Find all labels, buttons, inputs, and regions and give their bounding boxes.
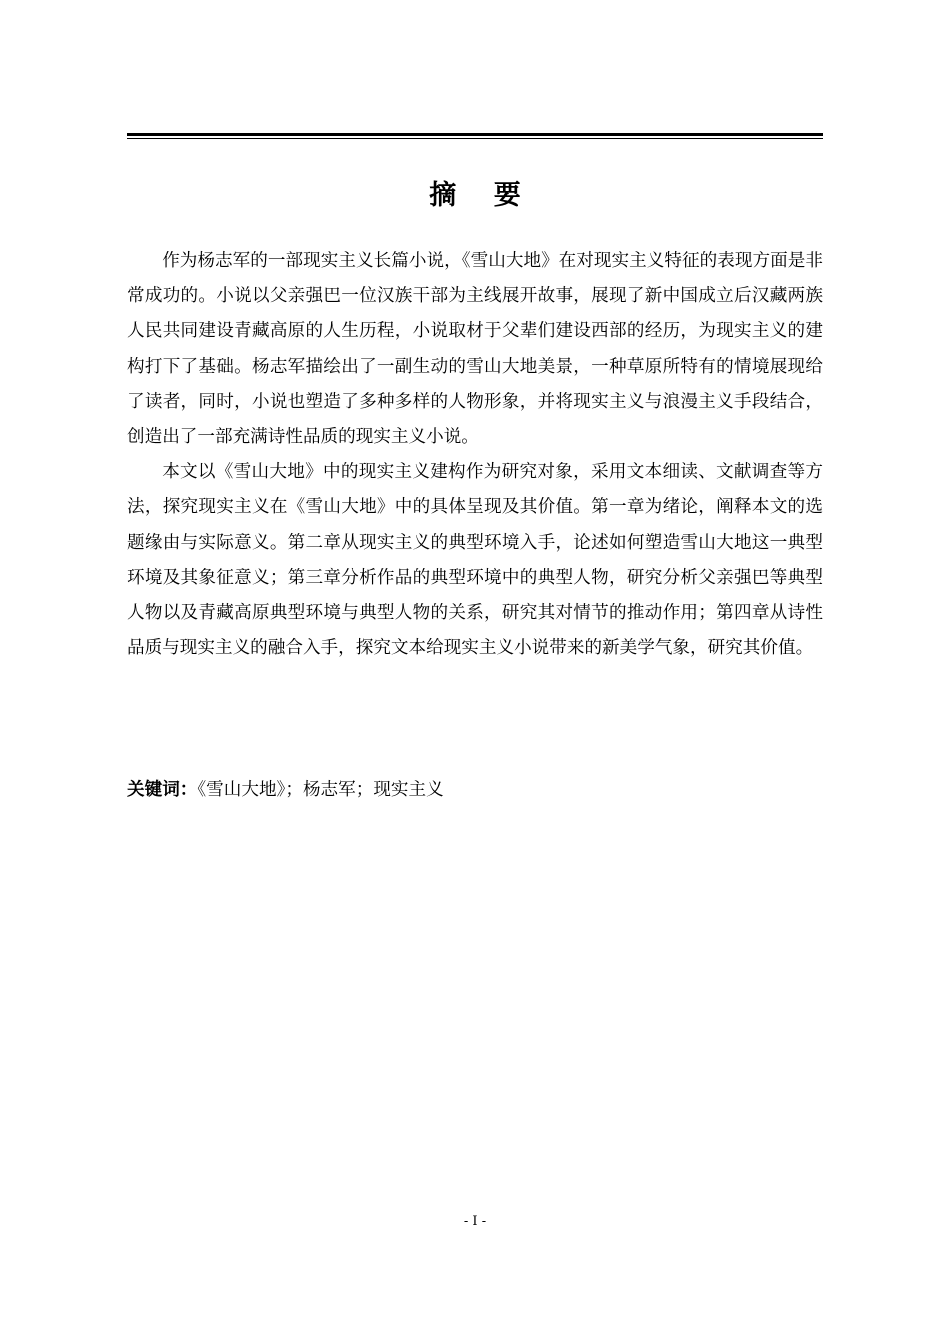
- abstract-title: 摘 要: [429, 180, 535, 211]
- abstract-body: [127, 244, 823, 666]
- abstract-paragraph-2: 本文以《雪山大地》中的现实主义建构作为研究对象，采用文本细读、文献调查等方法，探究现实主义在《雪山大地》中的具体呈现及其价值。第一章为绪论，阐释本文的选题缘由与实际意义。第二章从现实主义的典型环境入手，论述如何塑造雪山大地这一典型环境及其象征意义；第三章分析作品的典型环境中的典型人物，研究分析父亲强巴等典型人物以及青藏高原典型环境与典型人物的关系，研究其对情节的推动作用；第四章从诗性品质与现实主义的融合入手，探究文本给现实主义小说带来的新美学气象，研究其价值。: [127, 462, 823, 659]
- page-number: - I -: [463, 1214, 487, 1229]
- header-rule-thin: [127, 138, 823, 139]
- abstract-paragraph-1: 作为杨志军的一部现实主义长篇小说，《雪山大地》在对现实主义特征的表现方面是非常成功的。小说以父亲强巴一位汉族干部为主线展开故事，展现了新中国成立后汉藏两族人民共同建设青藏高原的人生历程，小说取材于父辈们建设西部的经历，为现实主义的建构打下了基础。杨志军描绘出了一副生动的雪山大地美景，一种草原所特有的情境展现给了读者，同时，小说也塑造了多种多样的人物形象，并将现实主义与浪漫主义手段结合，创造出了一部充满诗性品质的现实主义小说。: [127, 251, 823, 448]
- header-rule-thick: [127, 133, 823, 136]
- keywords-label: 关键词：: [127, 780, 198, 800]
- keywords-text: 《雪山大地》；杨志军；现实主义: [197, 780, 444, 800]
- keywords-line: [127, 775, 444, 805]
